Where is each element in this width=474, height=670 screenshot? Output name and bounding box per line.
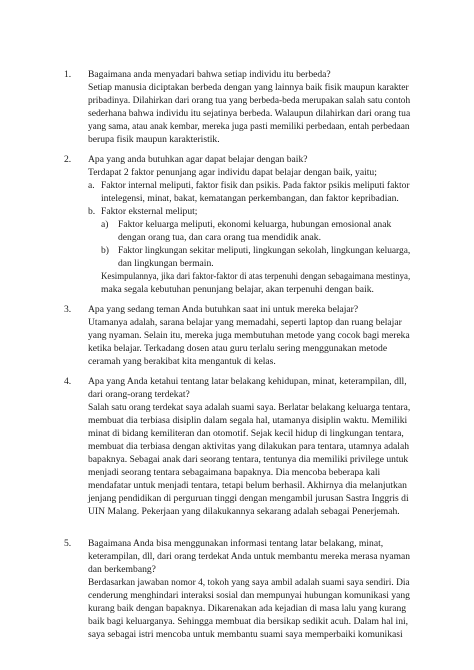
answer-line: ceramah yang berakibat kita mengantuk di kelas.: [88, 356, 276, 367]
sublist-marker-b: b): [101, 245, 109, 256]
answer-line: Salah satu orang terdekat saya adalah suami saya. Berlatar belakang keluarga tentara,: [88, 402, 411, 413]
answer-line: kurang baik dengan bapaknya. Dikarenakan ada kejadian di masa lalu yang kurang: [88, 603, 407, 614]
answer-line: berupa fisik maupun karakteristik.: [88, 134, 220, 145]
sublist-item-a-line: Faktor keluarga meliputi, ekonomi keluarga, hubungan emosional anak: [118, 219, 392, 230]
answer-line: Setiap manusia diciptakan berbeda dengan yang lainnya baik fisik maupun karakter: [88, 82, 409, 93]
answer-line: cenderung menghindari interaksi sosial dan mempunyai hubungan komunikasi yang: [88, 590, 410, 601]
question-4-number: 4.: [64, 376, 72, 387]
question-1-number: 1.: [64, 69, 72, 80]
question-5-text: dan berkembang?: [88, 564, 156, 575]
list-item-a-line: intelegensi, minat, bakat, kematangan perkembangan, dan faktor kepribadian.: [101, 193, 399, 204]
answer-line: pribadinya. Dilahirkan dari orang tua yang berbeda-beda merupakan salah satu contoh: [88, 95, 411, 106]
answer-line: yang sama, atau anak kembar, mereka juga pasti memiliki perbedaan, entah perbedaan: [88, 121, 410, 132]
answer-line: Berdasarkan jawaban nomor 4, tokoh yang saya ambil adalah suami saya sendiri. Dia: [88, 577, 410, 588]
question-4-text: dari orang-orang terdekat?: [88, 389, 190, 400]
question-4-text: Apa yang Anda ketahui tentang latar belakang kehidupan, minat, keterampilan, dll,: [88, 376, 407, 387]
question-2-number: 2.: [64, 154, 72, 165]
answer-line: bapaknya. Sebagai anak dari seorang tentara, tentunya dia memiliki privilege untuk: [88, 454, 409, 465]
answer-line: menjadi seorang tentara sebagaimana bapaknya. Dia mencoba beberapa kali: [88, 467, 381, 478]
answer-line: saya sebagai istri mencoba untuk membantu suami saya memperbaiki komunikasi: [88, 629, 403, 640]
answer-line: minat di bidang kemiliteran dan otomotif. Sejak kecil hidup di lingkungan tentara,: [88, 428, 404, 439]
answer-line: Utamanya adalah, sarana belajar yang memadahi, seperti laptop dan ruang belajar: [88, 317, 402, 328]
answer-line: Terdapat 2 faktor penunjang agar individu dapat belajar dengan baik, yaitu;: [88, 167, 377, 178]
list-item-a-line: Faktor internal meliputi, faktor fisik dan psikis. Pada faktor psikis meliputi faktor: [101, 180, 410, 191]
answer-line: mendafatar untuk menjadi tentara, tetapi belum berhasil. Akhirnya dia melanjutkan: [88, 480, 407, 491]
list-marker-b: b.: [88, 206, 96, 217]
sublist-item-b-line: Faktor lingkungan sekitar meliputi, lingkungan sekolah, lingkungan keluarga,: [118, 245, 411, 256]
answer-line: yang nyaman. Selain itu, mereka juga membutuhan metode yang cocok bagi mereka: [88, 330, 410, 341]
answer-line: jenjang pendidikan di perguruan tinggi dengan mengambil jurusan Sastra Inggris di: [88, 493, 409, 504]
list-item-b-line: Faktor eksternal meliput;: [101, 206, 198, 217]
answer-line: membuat dia terbiasa dengan aktivitas yang dilakukan para tentara, utamnya adalah: [88, 441, 409, 452]
question-2-text: Apa yang anda butuhkan agar dapat belajar dengan baik?: [88, 154, 308, 165]
answer-line: ketika belajar. Terkadang dosen atau guru terlalu sering menggunakan metode: [88, 343, 388, 354]
answer-line: sederhana bahwa individu itu sejatinya berbeda. Walaupun dilahirkan dari orang tua: [88, 108, 411, 119]
question-5-text: keterampilan, dll, dari orang terdekat Anda untuk membantu mereka merasa nyaman: [88, 551, 411, 562]
question-3-text: Apa yang sedang teman Anda butuhkan saat ini untuk mereka belajar?: [88, 304, 359, 315]
question-1-text: Bagaimana anda menyadari bahwa setiap individu itu berbeda?: [88, 69, 331, 80]
list-marker-a: a.: [88, 180, 95, 191]
conclusion-line: Kesimpulannya, jika dari faktor-faktor di atas terpenuhi dengan sebagaimana mestinya,: [101, 271, 411, 282]
answer-line: baik bagi keluarganya. Sehingga membuat dia bersikap sedikit acuh. Dalam hal ini,: [88, 616, 409, 627]
question-5-number: 5.: [64, 538, 72, 549]
answer-line: UIN Malang. Pekerjaan yang dilakukannya sekarang adalah sebagai Penerjemah.: [88, 506, 400, 517]
sublist-item-b-line: dan lingkungan bermain.: [118, 258, 214, 269]
sublist-marker-a: a): [101, 219, 109, 230]
conclusion-line: maka segala kebutuhan penunjang belajar, akan terpenuhi dengan baik.: [101, 284, 374, 295]
answer-line: membuat dia terbiasa disiplin dalam segala hal, utamanya disiplin waktu. Memiliki: [88, 415, 408, 426]
question-3-number: 3.: [64, 304, 72, 315]
sublist-item-a-line: dengan orang tua, dan cara orang tua mendidik anak.: [118, 232, 321, 243]
question-5-text: Bagaimana Anda bisa menggunakan informasi tentang latar belakang, minat,: [88, 538, 384, 549]
